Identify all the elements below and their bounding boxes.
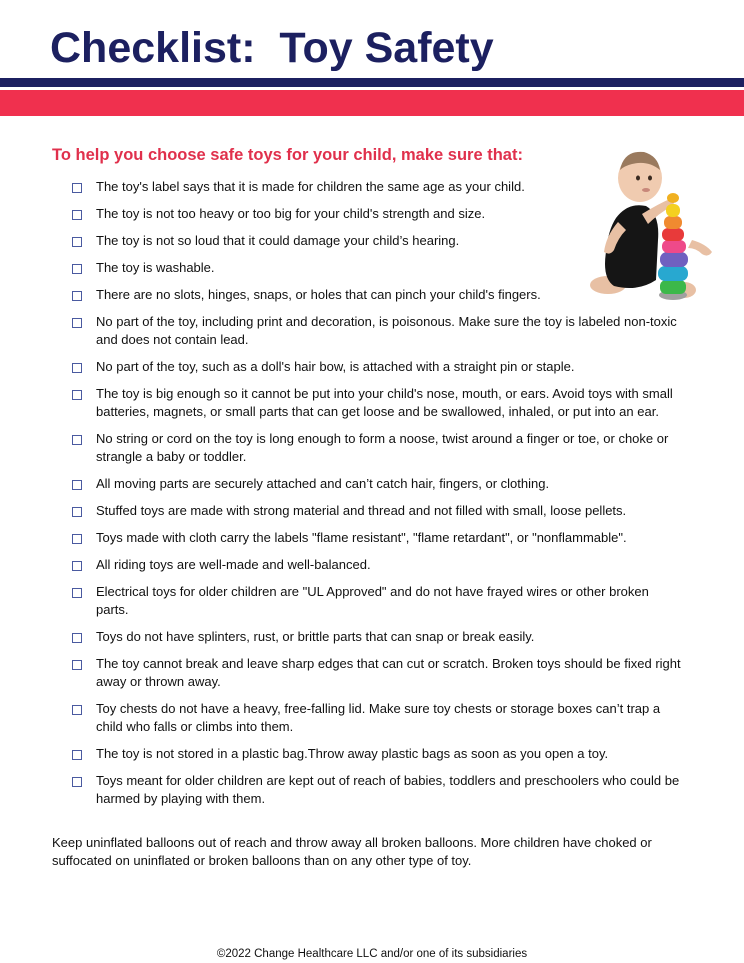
safety-checklist [72,178,684,817]
checklist-item-text: Toys meant for older children are kept out of reach of babies, toddlers and preschoolers who could be harmed by playing with them. [96,773,680,806]
checklist-item-text: The toy is washable. [96,260,215,275]
checklist-item [72,178,684,196]
checkbox-icon[interactable] [72,385,96,403]
checkbox-icon[interactable] [72,178,96,196]
checklist-item-text: The toy's label says that it is made for children the same age as your child. [96,179,525,194]
checklist-item [72,556,684,574]
checkbox-icon[interactable] [72,358,96,376]
checklist-item-text: The toy is big enough so it cannot be put into your child's nose, mouth, or ears. Avoid toys with small batteries, magnets, or small parts that can get loose and be swallowed, inhaled, or put into an ear. [96,386,673,419]
header-navy-bar [0,78,744,87]
checklist-item-text: Toys made with cloth carry the labels "flame resistant", "flame retardant", or "nonflammable". [96,530,627,545]
checkbox-icon[interactable] [72,529,96,547]
checklist-item-text: Stuffed toys are made with strong material and thread and not filled with small, loose pellets. [96,503,627,518]
header-red-bar [0,90,744,116]
checkbox-icon[interactable] [72,313,96,331]
checkbox-icon[interactable] [72,700,96,718]
copyright-footer: ©2022 Change Healthcare LLC and/or one of its subsidiaries [216,948,528,960]
checklist-item [72,700,684,736]
checklist-item [72,583,684,619]
checklist-item-text: No string or cord on the toy is long enough to form a noose, twist around a finger or toe, or choke or strangle a baby or toddler. [96,431,669,464]
checkbox-icon[interactable] [72,475,96,493]
checkbox-icon[interactable] [72,205,96,223]
checklist-item [72,205,684,223]
checklist-item-text: Toys do not have splinters, rust, or brittle parts that can snap or break easily. [96,629,535,644]
checklist-item [72,772,684,808]
checkbox-icon[interactable] [72,430,96,448]
checklist-item [72,313,684,349]
checkbox-icon[interactable] [72,556,96,574]
page-title: Checklist: Toy Safety [50,24,494,72]
checklist-item [72,745,684,763]
checkbox-icon[interactable] [72,502,96,520]
checklist-item-text: The toy cannot break and leave sharp edges that can cut or scratch. Broken toys should be fixed right away or thrown away. [96,656,681,689]
checklist-item [72,475,684,493]
checklist-item-text: The toy is not so loud that it could damage your child’s hearing. [96,233,460,248]
closing-paragraph: Keep uninflated balloons out of reach and throw away all broken balloons. More children have choked or suffocated on uninflated or broken balloons than on any other type of toy. [52,835,652,868]
checklist-item-text: There are no slots, hinges, snaps, or holes that can pinch your child's fingers. [96,287,541,302]
checklist-item-text: All moving parts are securely attached and can’t catch hair, fingers, or clothing. [96,476,550,491]
checkbox-icon[interactable] [72,745,96,763]
intro-heading: To help you choose safe toys for your child, make sure that: [52,146,523,164]
checkbox-icon[interactable] [72,232,96,250]
checklist-item-text: No part of the toy, such as a doll's hair bow, is attached with a straight pin or staple. [96,359,575,374]
checklist-item [72,358,684,376]
checkbox-icon[interactable] [72,772,96,790]
checklist-item [72,628,684,646]
checklist-item-text: The toy is not stored in a plastic bag.Throw away plastic bags as soon as you open a toy. [96,746,609,761]
checkbox-icon[interactable] [72,655,96,673]
checklist-item [72,529,684,547]
checklist-item-text: All riding toys are well-made and well-balanced. [96,557,371,572]
checklist-item-text: No part of the toy, including print and decoration, is poisonous. Make sure the toy is labeled non-toxic and does not contain lead. [96,314,677,347]
checklist-item-text: The toy is not too heavy or too big for your child's strength and size. [96,206,486,221]
checkbox-icon[interactable] [72,259,96,277]
checklist-item-text: Electrical toys for older children are "UL Approved" and do not have frayed wires or other broken parts. [96,584,649,617]
checklist-item [72,286,684,304]
checklist-item [72,232,684,250]
checkbox-icon[interactable] [72,628,96,646]
checklist-item [72,259,684,277]
checkbox-icon[interactable] [72,286,96,304]
checklist-item [72,502,684,520]
checklist-item-text: Toy chests do not have a heavy, free-falling lid. Make sure toy chests or storage boxes can’t trap a child who falls or climbs into them. [96,701,661,734]
checklist-item [72,430,684,466]
checklist-item [72,655,684,691]
checkbox-icon[interactable] [72,583,96,601]
checklist-item [72,385,684,421]
